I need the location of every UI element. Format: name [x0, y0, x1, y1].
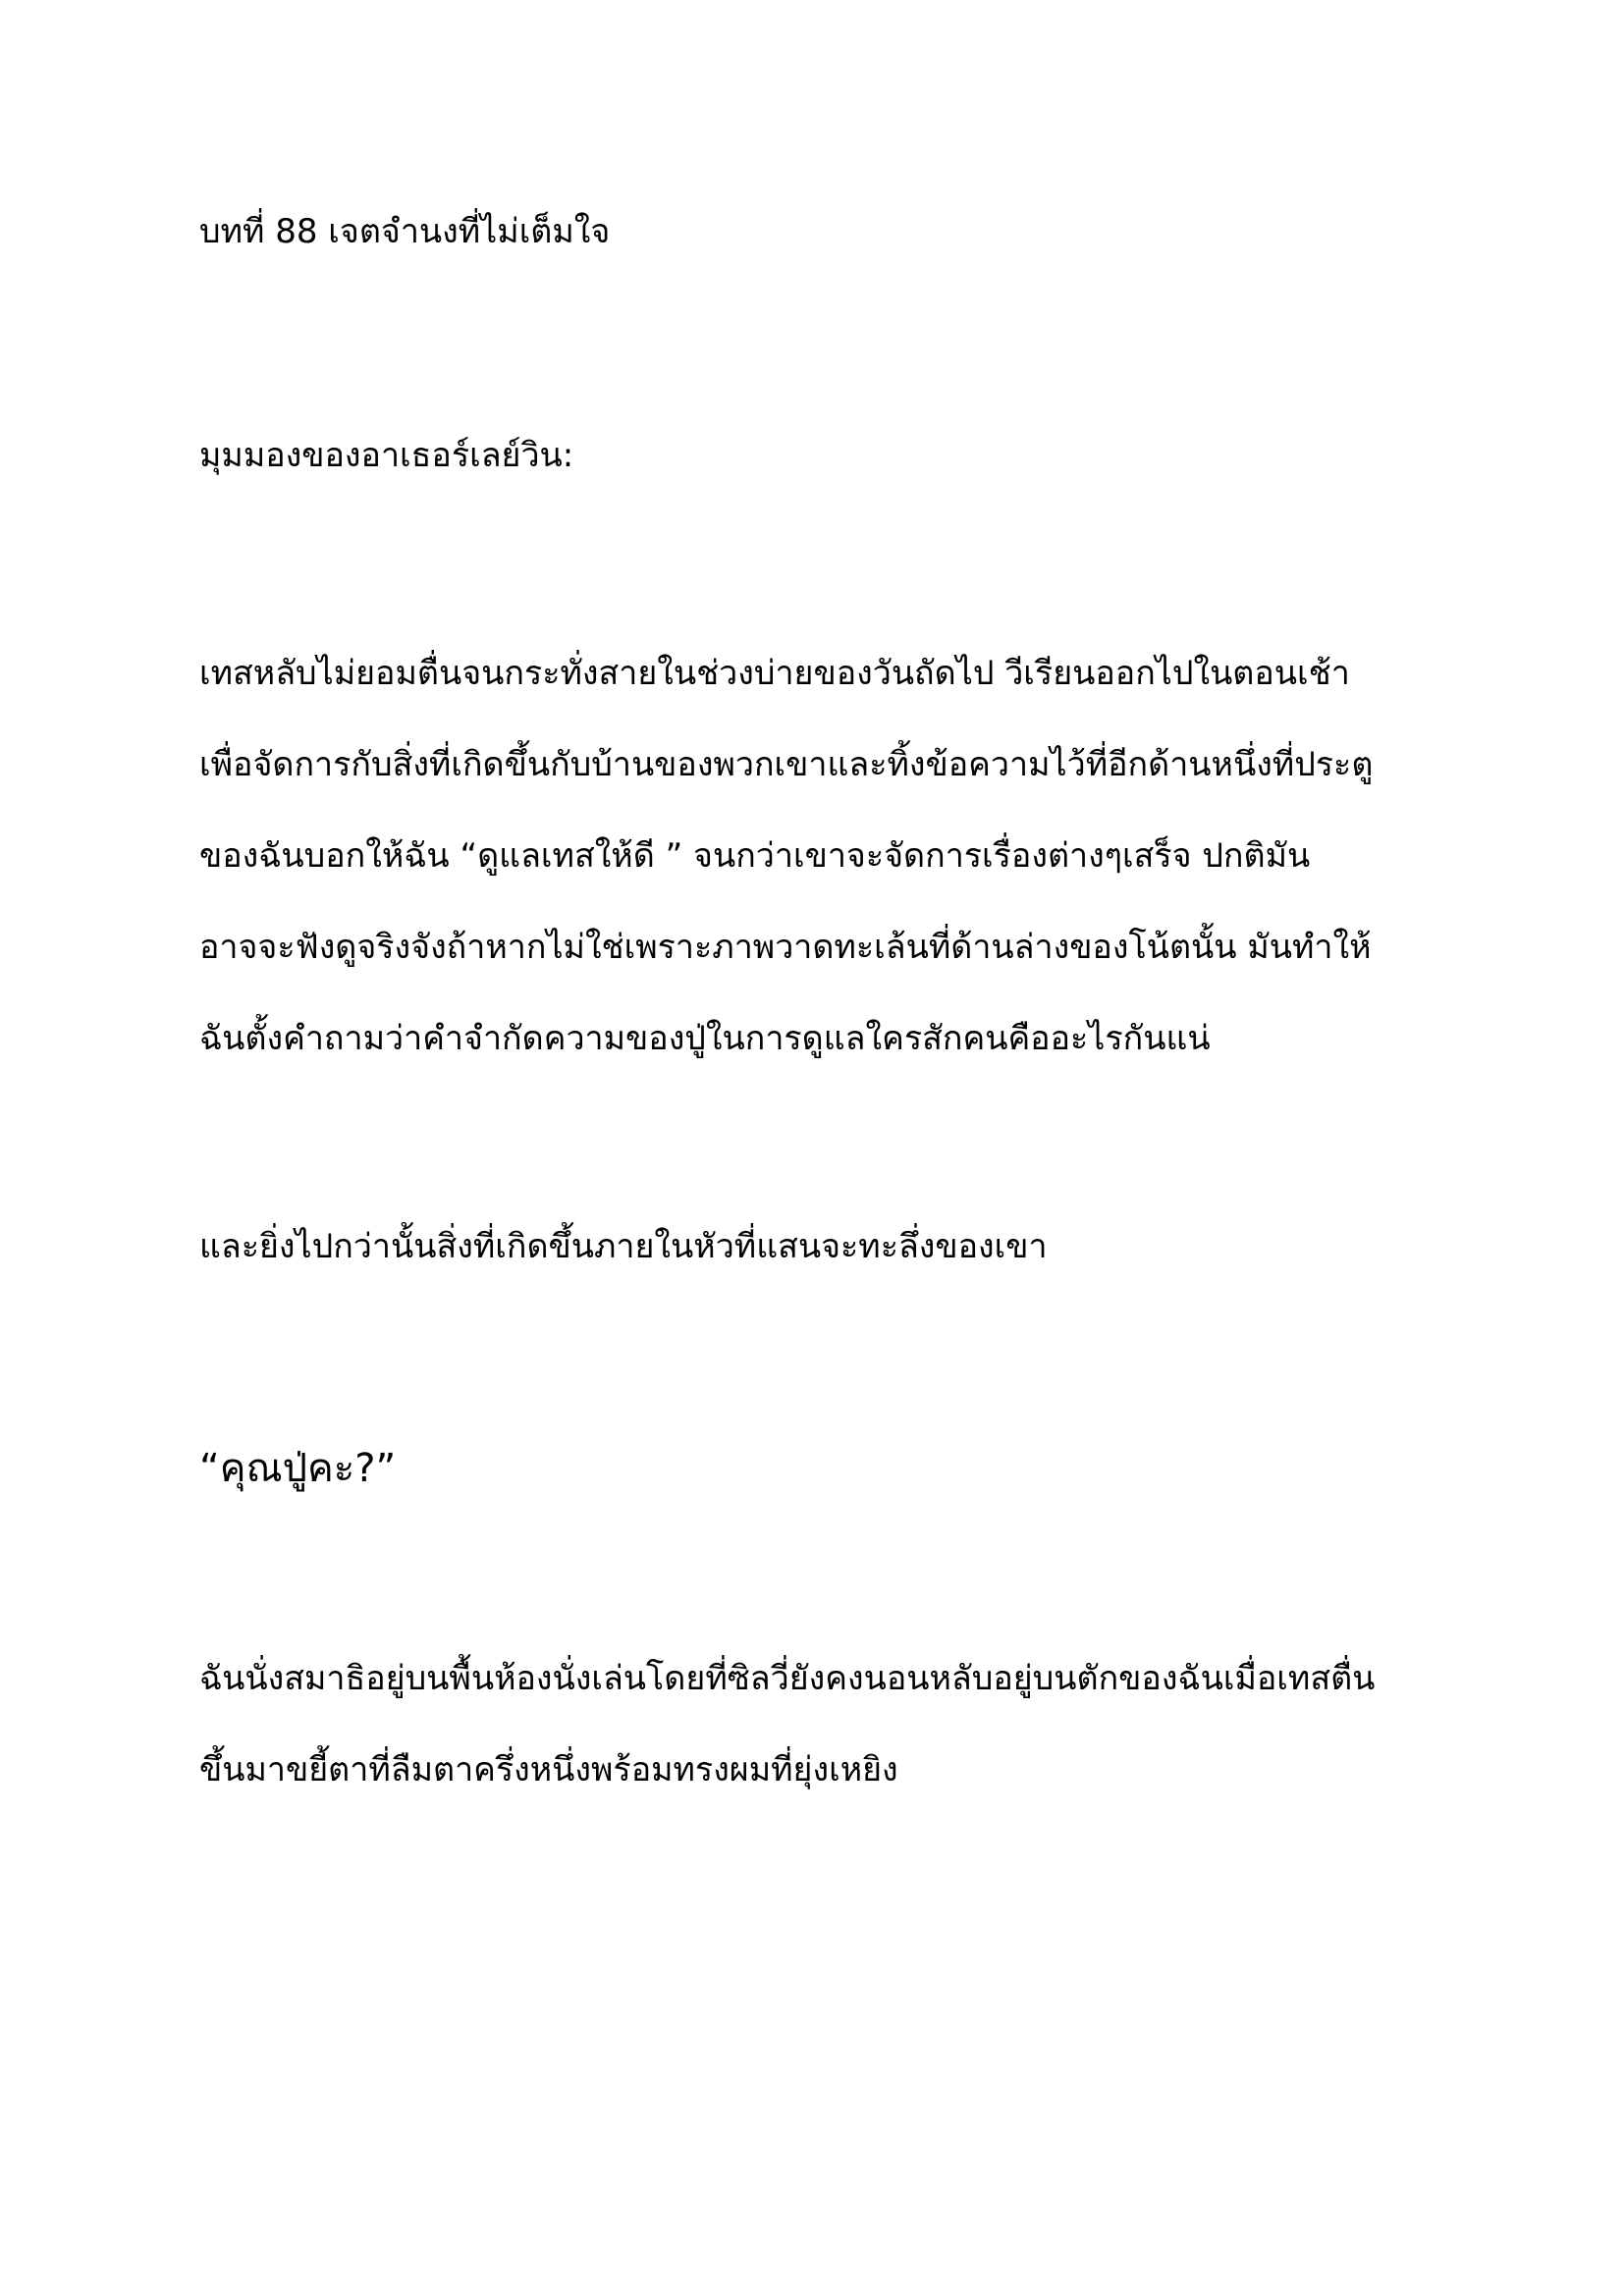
paragraph-3: [199, 1633, 1476, 1816]
paragraph-3-line: ฉันนั่งสมาธิอยู่บนพื้นห้องนั่งเล่นโดยที่ซิลวี่ยังคงนอนหลับอยู่บนตักของฉันเมื่อเทสตื่น: [199, 1659, 1376, 1698]
paragraph-1-line: ฉันตั้งคำถามว่าคำจำกัดความของปู่ในการดูแลใครสักคนคืออะไรกันแน่: [199, 1019, 1211, 1058]
paragraph-2: และยิ่งไปกว่านั้นสิ่งที่เกิดขึ้นภายในหัวที่แสนจะทะลึ่งของเขา: [199, 1227, 1048, 1266]
paragraph-1-line: เพื่อจัดการกับสิ่งที่เกิดขึ้นกับบ้านของพวกเขาและทิ้งข้อความไว้ที่อีกด้านหนึ่งที่ประตู: [199, 745, 1374, 784]
paragraph-3-line: ขึ้นมาขยี้ตาที่ลืมตาครึ่งหนึ่งพร้อมทรงผมที่ยุ่งเหยิง: [199, 1750, 898, 1789]
paragraph-1-line: เทสหลับไม่ยอมตื่นจนกระทั่งสายในช่วงบ่ายของวันถัดไป วีเรียนออกไปในตอนเช้า: [199, 654, 1350, 693]
paragraph-1-line: อาจจะฟังดูจริงจังถ้าหากไม่ใช่เพราะภาพวาดทะเล้นที่ด้านล่างของโน้ตนั้น มันทำให้: [199, 928, 1372, 967]
dialogue-quote: “คุณปู่คะ?”: [199, 1446, 397, 1491]
chapter-title: บทที่ 88 เจตจำนงที่ไม่เต็มใจ: [199, 212, 611, 251]
paragraph-1-line: ของฉันบอกให้ฉัน “ดูแลเทสให้ดี ” จนกว่าเขาจะจัดการเรื่องต่างๆเสร็จ ปกติมัน: [199, 836, 1311, 876]
paragraph-1: [199, 628, 1476, 1085]
pov-heading: มุมมองของอาเธอร์เลย์วิน:: [199, 436, 574, 475]
